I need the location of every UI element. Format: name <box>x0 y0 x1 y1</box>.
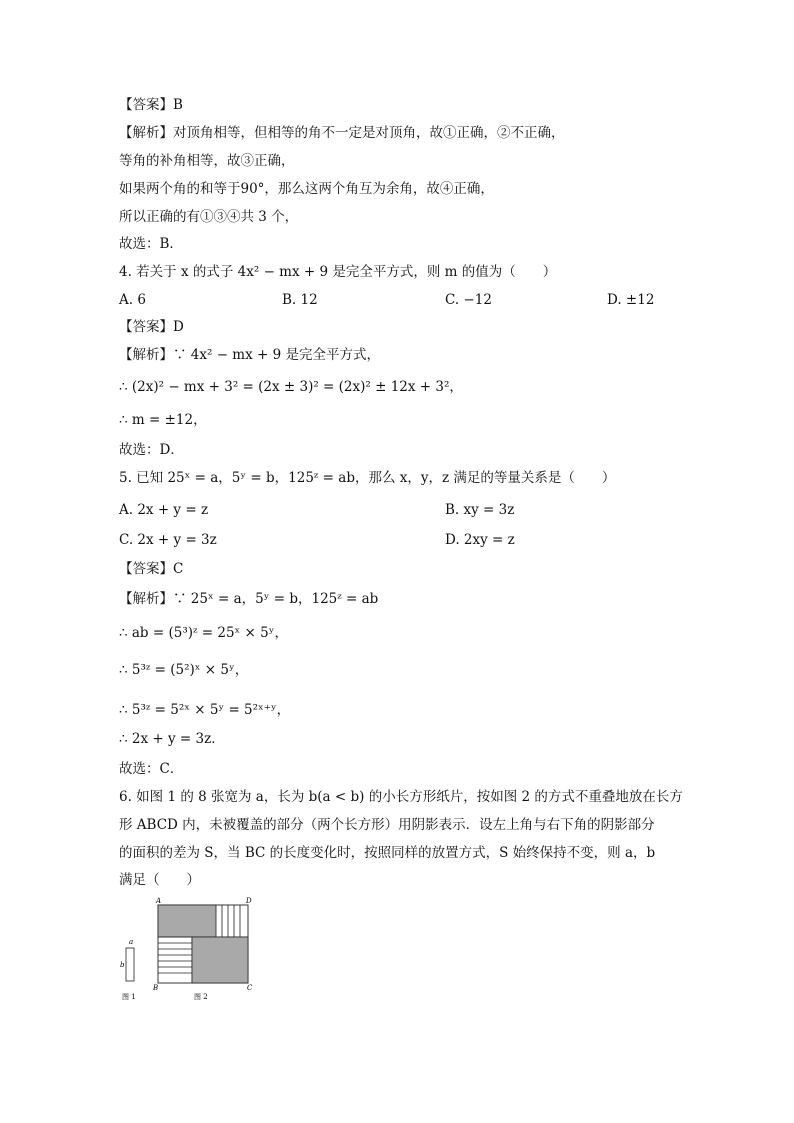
text-line-l22: 形 ABCD 内，未被覆盖的部分（两个长方形）用阴影表示．设左上角与右下角的阴影部分 <box>119 817 655 833</box>
text-line-l21: 6. 如图 1 的 8 张宽为 a，长为 b(a < b) 的小长方形纸片，按如图 2 的方式不重叠地放在长方 <box>119 789 683 805</box>
text-line-l15: 【解析】∵ 25ˣ = a，5ʸ = b，125ᶻ = ab <box>119 591 379 607</box>
text-line-l19: ∴ 2x + y = 3z． <box>119 731 225 747</box>
option-o5c: C. 2x + y = 3z <box>119 532 217 548</box>
corner-b: B <box>153 984 159 992</box>
option-o5a: A. 2x + y = z <box>119 502 209 518</box>
corner-d: D <box>246 897 252 905</box>
fig1-rectangle <box>126 948 134 981</box>
shade-top-left <box>158 905 216 937</box>
text-line-l23: 的面积的差为 S，当 BC 的长度变化时，按照同样的放置方式，S 始终保持不变，则 a，b <box>119 845 656 861</box>
option-o4a: A. 6 <box>119 292 146 308</box>
text-line-l24: 满足（ ） <box>119 872 200 888</box>
top-right-strips <box>216 905 248 937</box>
text-line-l04: 如果两个角的和等于90°，那么这两个角互为余角，故④正确， <box>119 181 494 197</box>
fig1-label-b: b <box>120 961 125 969</box>
text-line-l13: 5. 已知 25ˣ = a，5ʸ = b，125ᶻ = ab，那么 x，y，z 满足的等量关系是（ ） <box>119 470 616 486</box>
text-line-l03: 等角的补角相等，故③正确， <box>119 153 295 169</box>
question-6-figure <box>118 893 268 1003</box>
fig2-caption: 图 2 <box>194 993 208 1001</box>
corner-a: A <box>156 897 162 905</box>
text-line-l10: ∴ (2x)² − mx + 3² = (2x ± 3)² = (2x)² ± 12x + 3²， <box>119 379 463 395</box>
text-line-l08: 【答案】D <box>119 319 184 335</box>
text-line-l02: 【解析】对顶角相等，但相等的角不一定是对顶角，故①正确，②不正确， <box>119 125 565 141</box>
option-o5d: D. 2xy = z <box>445 532 515 548</box>
option-o4b: B. 12 <box>282 292 318 308</box>
option-o4c: C. −12 <box>445 292 492 308</box>
text-line-l20: 故选：C． <box>119 761 184 777</box>
text-line-l17: ∴ 5³ᶻ = (5²)ˣ × 5ʸ， <box>119 662 249 678</box>
text-line-l18: ∴ 5³ᶻ = 5²ˣ × 5ʸ = 5²ˣ⁺ʸ， <box>119 702 291 718</box>
text-line-l12: 故选：D． <box>119 442 184 458</box>
text-line-l09: 【解析】∵ 4x² − mx + 9 是完全平方式， <box>119 347 380 363</box>
text-line-l11: ∴ m = ±12， <box>119 412 207 428</box>
text-line-l06: 故选：B． <box>119 236 183 252</box>
bottom-left-strips <box>158 937 192 983</box>
option-o4d: D. ±12 <box>607 292 655 308</box>
text-line-l07: 4. 若关于 x 的式子 4x² − mx + 9 是完全平方式，则 m 的值为（ ） <box>119 264 557 280</box>
fig1-caption: 图 1 <box>122 993 136 1001</box>
shade-bottom-right <box>192 937 248 983</box>
text-line-l05: 所以正确的有①③④共 3 个， <box>119 209 299 225</box>
text-line-l01: 【答案】B <box>119 97 183 113</box>
text-line-l14: 【答案】C <box>119 561 184 577</box>
fig1-label-a: a <box>129 938 134 946</box>
figure-drawing <box>118 893 268 1003</box>
corner-c: C <box>247 984 253 992</box>
text-line-l16: ∴ ab = (5³)ᶻ = 25ˣ × 5ʸ， <box>119 625 288 641</box>
option-o5b: B. xy = 3z <box>445 502 515 518</box>
